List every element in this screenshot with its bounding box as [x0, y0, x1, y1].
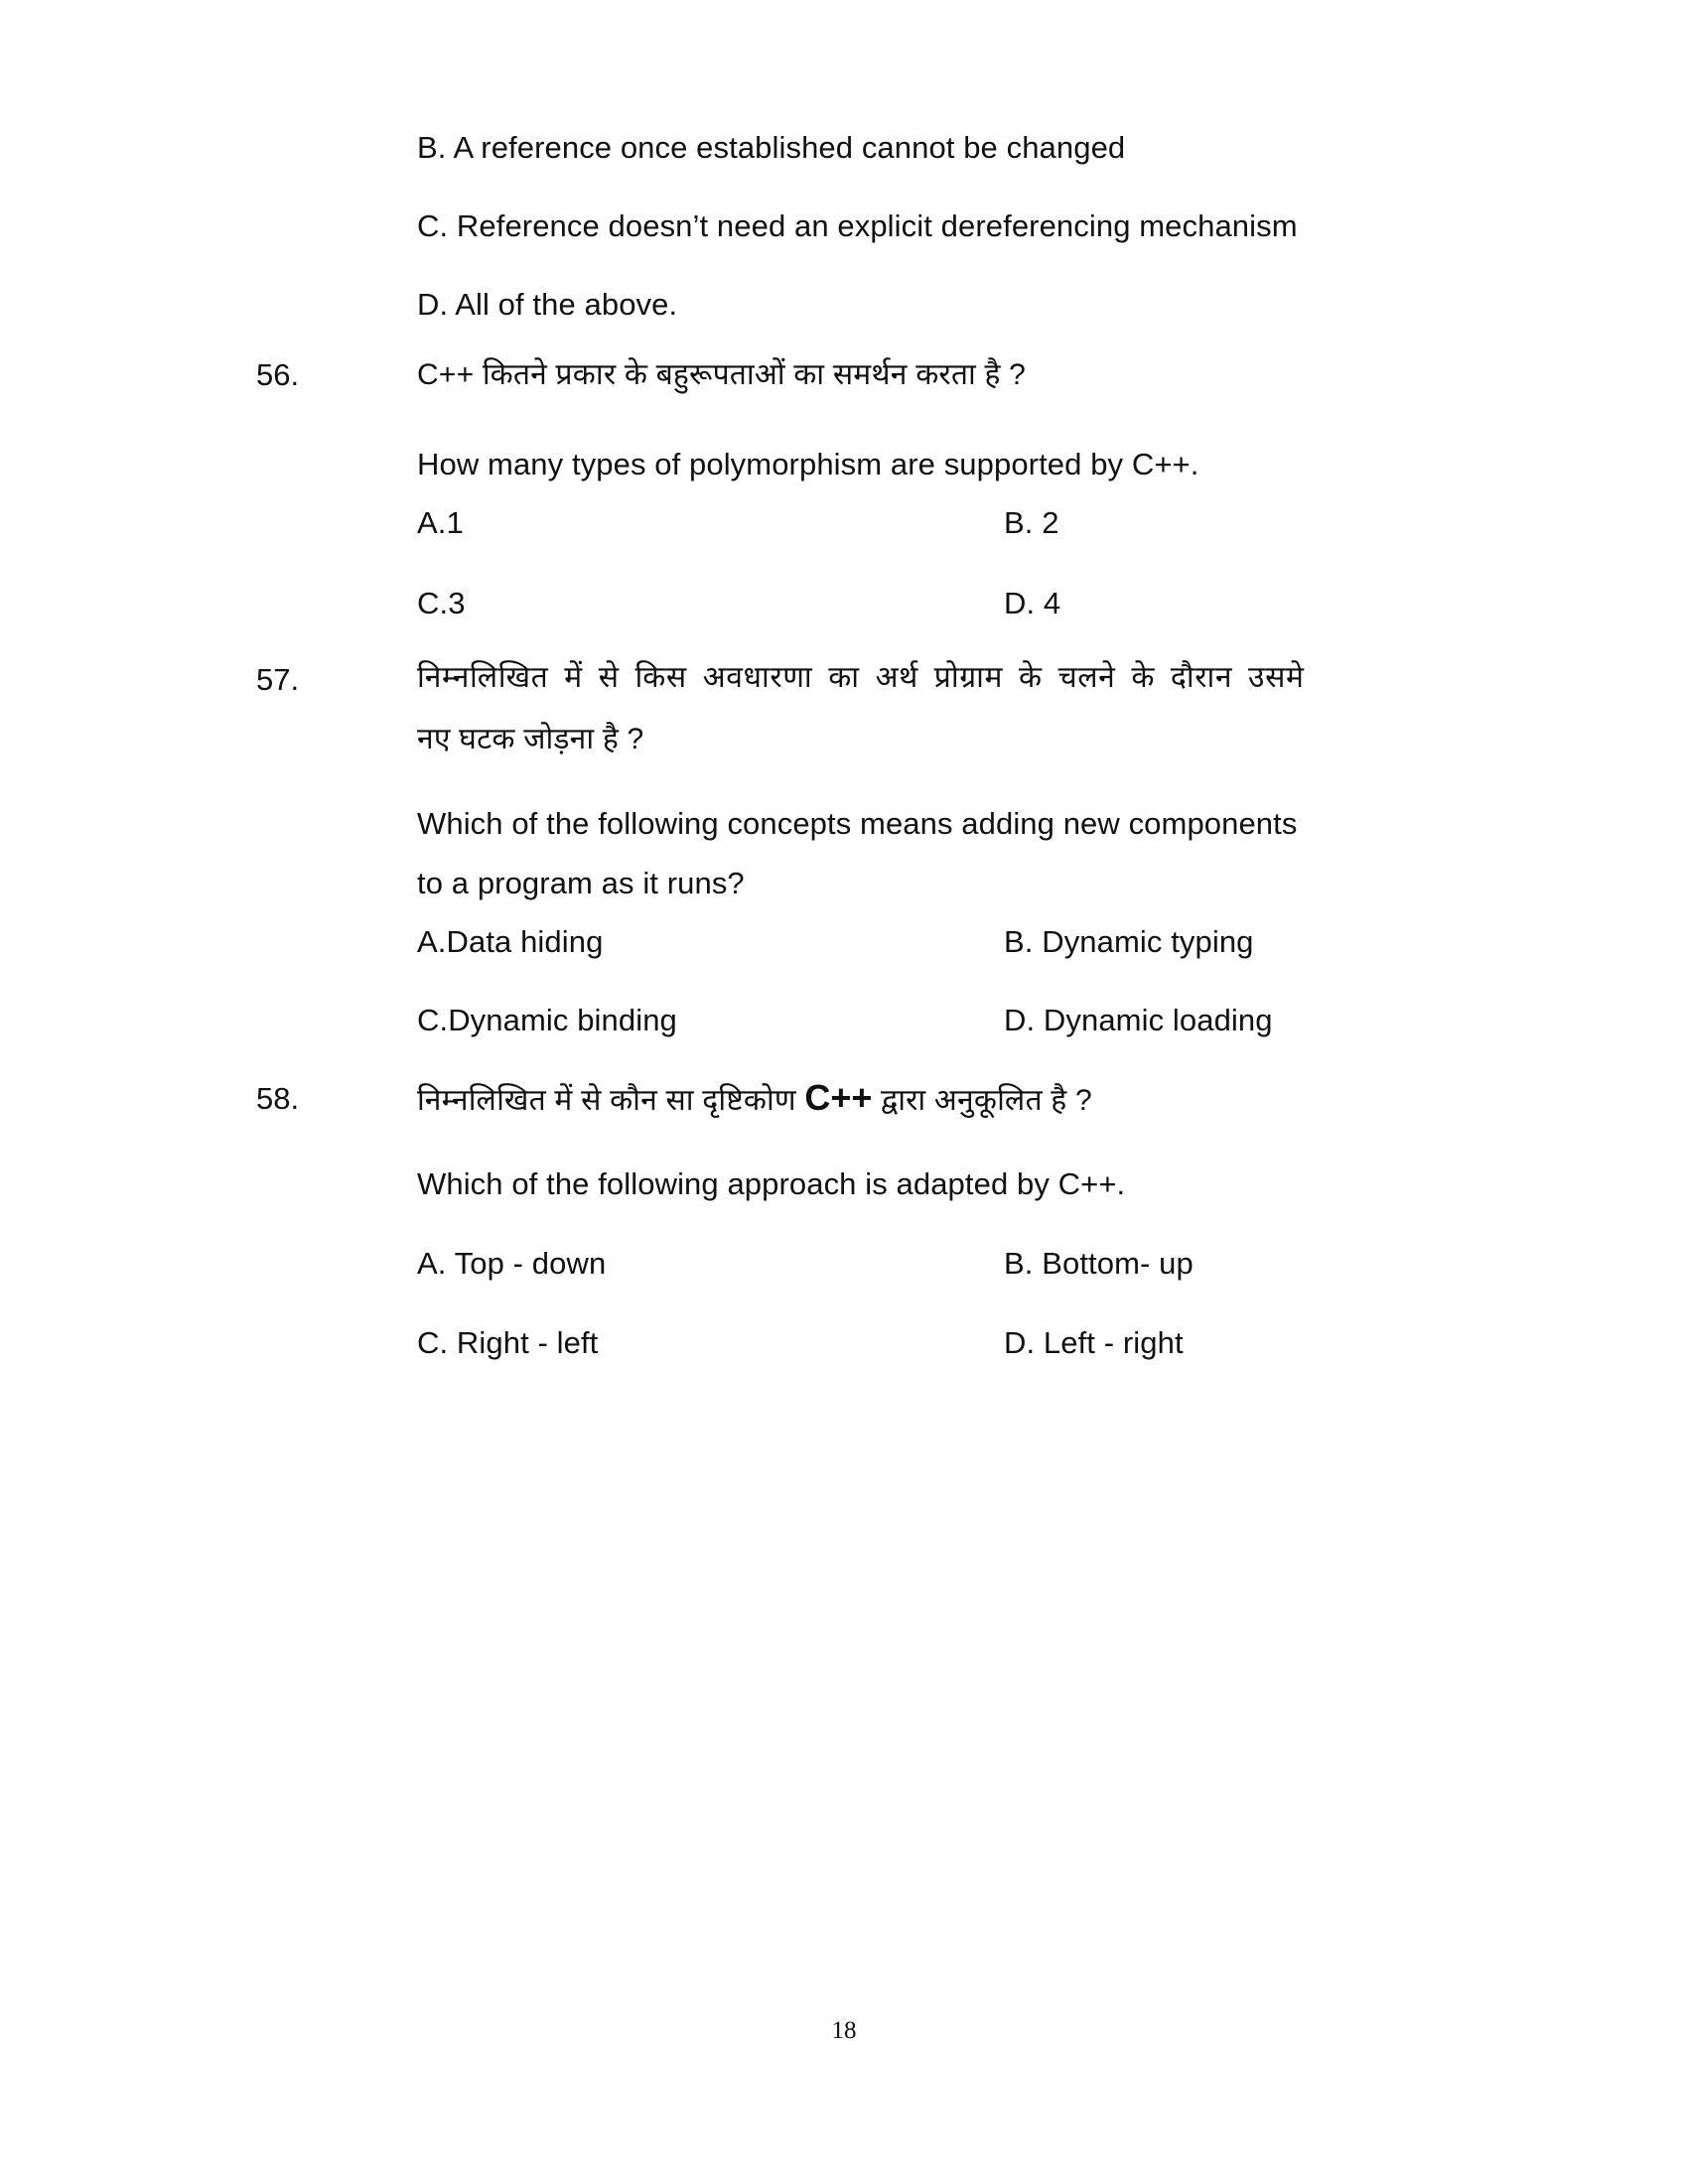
question-58-hindi: [417, 1077, 1092, 1118]
question-58-option-c: C. Right - left: [417, 1325, 599, 1360]
page-number: 18: [831, 2017, 857, 2044]
question-number-56: 56.: [256, 357, 300, 392]
question-58-option-a: A. Top - down: [417, 1246, 607, 1281]
question-57-english-line-1: Which of the following concepts means adding new components: [417, 806, 1298, 841]
option-c-continued: C. Reference doesn’t need an explicit dereferencing mechanism: [417, 208, 1298, 243]
question-58-english: Which of the following approach is adapted by C++.: [417, 1166, 1126, 1201]
question-56-hindi: C++ कितने प्रकार के बहुरूपताओं का समर्थन करता है ?: [417, 358, 1027, 391]
question-56-english: How many types of polymorphism are supported by C++.: [417, 447, 1199, 481]
question-58-option-d: D. Left - right: [1004, 1325, 1184, 1360]
question-56-option-b: B. 2: [1004, 505, 1059, 540]
question-56-option-c: C.3: [417, 586, 466, 620]
question-number-58: 58.: [256, 1081, 300, 1116]
option-d-continued: D. All of the above.: [417, 287, 678, 322]
question-57-hindi-line-1: निम्नलिखित में से किस अवधारणा का अर्थ प्रोग्राम के चलने के दौरान उसमे: [417, 661, 1305, 694]
question-58-hindi-prefix: निम्नलिखित में से कौन सा दृष्टिकोण: [417, 1084, 805, 1117]
question-58-cpp-token: C++: [804, 1077, 873, 1118]
question-57-english-line-2: to a program as it runs?: [417, 866, 745, 900]
question-number-57: 57.: [256, 662, 300, 697]
question-57-hindi-line-2: नए घटक जोड़ना है ?: [417, 723, 644, 755]
question-57-option-c: C.Dynamic binding: [417, 1003, 677, 1037]
option-b-continued: B. A reference once established cannot be changed: [417, 130, 1126, 165]
question-56-option-d: D. 4: [1004, 586, 1061, 620]
question-57-option-b: B. Dynamic typing: [1004, 924, 1254, 959]
question-57-option-d: D. Dynamic loading: [1004, 1003, 1273, 1037]
question-56-option-a: A.1: [417, 505, 464, 540]
question-57-option-a: A.Data hiding: [417, 924, 604, 959]
question-58-option-b: B. Bottom- up: [1004, 1246, 1194, 1281]
question-58-hindi-suffix: द्वारा अनुकूलित है ?: [872, 1084, 1092, 1117]
